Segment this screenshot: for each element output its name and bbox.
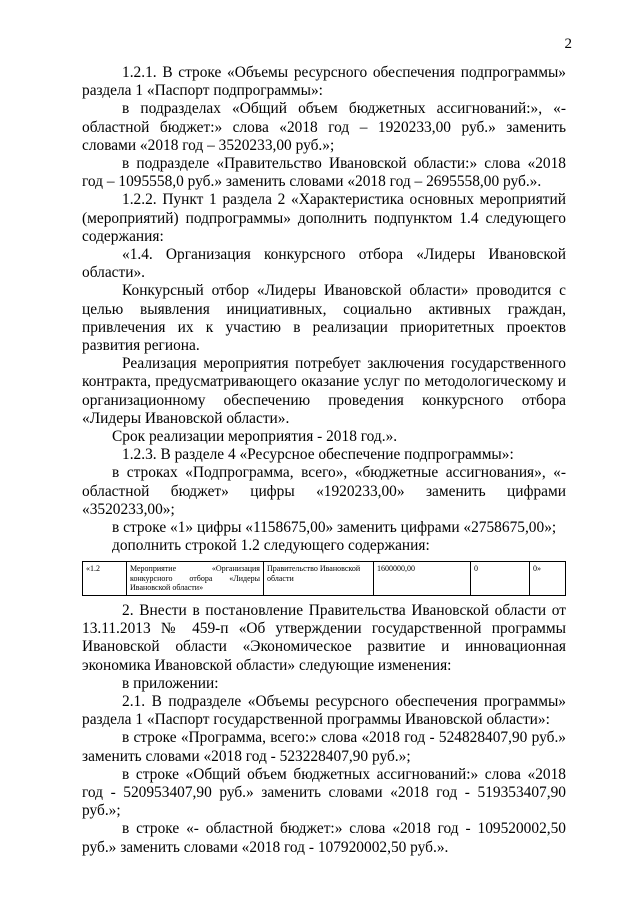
inserted-row-table: [82, 561, 566, 596]
paragraph-program-total: в строке «Программа, всего:» слова «2018 год - 524828407,90 руб.» заменить словами «2018 год - 523228407,90 руб.»;: [82, 729, 566, 765]
paragraph-contest-purpose: Конкурсный отбор «Лидеры Ивановской области» проводится с целью выявления инициативных, социально активных граждан, привлечения их к участию в реализации приоритетных проектов развития региона.: [82, 282, 566, 355]
paragraph-contract: Реализация мероприятия потребует заключения государственного контракта, предусматривающего оказание услуг по методологическому и организационному обеспечению проведения конкурсного отбора «Лидеры Ивановской области».: [82, 355, 566, 427]
paragraph-subsection-government: в подразделе «Правительство Ивановской области:» слова «2018 год – 1095558,0 руб.» заменить словами «2018 год – 2695558,00 руб.».: [82, 155, 566, 191]
paragraph-subsections-budget: в подразделах «Общий объем бюджетных ассигнований:», «- областной бюджет:» слова «2018 год – 1920233,00 руб.» заменить словами «2018 год – 3520233,00 руб.»;: [82, 100, 566, 154]
paragraph-add-row: дополнить строкой 1.2 следующего содержания:: [112, 537, 430, 555]
cell-amount-2019: 0: [471, 562, 530, 596]
page-number: 2: [564, 36, 572, 52]
table-row: [83, 562, 566, 596]
document-body: [82, 64, 566, 857]
paragraph-regional-budget: в строке «- областной бюджет:» слова «2018 год - 109520002,50 руб.» заменить словами «2018 год - 107920002,50 руб.».: [82, 820, 566, 856]
paragraph-2-1: 2.1. В подразделе «Объемы ресурсного обеспечения программы» раздела 1 «Паспорт государственной программы Ивановской области»:: [82, 693, 566, 729]
paragraph-in-appendix: в приложении:: [122, 674, 219, 692]
paragraph-row-1: в строке «1» цифры «1158675,00» заменить цифрами «2758675,00»;: [112, 519, 557, 537]
paragraph-1-2-2: 1.2.2. Пункт 1 раздела 2 «Характеристика основных мероприятий (мероприятий) подпрограммы» дополнить подпунктом 1.4 следующего содержания:: [82, 191, 566, 245]
cell-amount-2020: 0»: [530, 562, 566, 596]
cell-executor: Правительство Ивановской области: [264, 562, 374, 596]
paragraph-2: 2. Внести в постановление Правительства Ивановской области от 13.11.2013 № 459-п «Об утверждении государственной программы Ивановской области «Экономическое развитие и инновационная экономика Ивановской области» следующие изменения:: [82, 601, 566, 674]
paragraph-1-2-1: 1.2.1. В строке «Объемы ресурсного обеспечения подпрограммы» раздела 1 «Паспорт подпрограммы»:: [82, 64, 566, 100]
cell-name: Мероприятие «Организация конкурсного отбора «Лидеры Ивановской области»: [127, 562, 264, 596]
cell-number: «1.2: [83, 562, 127, 596]
paragraph-1-2-3: 1.2.3. В разделе 4 «Ресурсное обеспечение подпрограммы»:: [122, 446, 514, 464]
paragraph-term: Срок реализации мероприятия - 2018 год.».: [112, 428, 398, 446]
paragraph-1-4-title: «1.4. Организация конкурсного отбора «Лидеры Ивановской области».: [82, 246, 566, 282]
paragraph-rows-figures: в строках «Подпрограмма, всего», «бюджетные ассигнования», «- областной бюджет» цифры «1920233,00» заменить цифрами «3520233,00»;: [82, 464, 566, 518]
paragraph-total-budget: в строке «Общий объем бюджетных ассигнований:» слова «2018 год - 520953407,90 руб.» заменить словами «2018 год - 519353407,90 руб.»;: [82, 765, 566, 820]
cell-amount-2018: 1600000,00: [374, 562, 471, 596]
